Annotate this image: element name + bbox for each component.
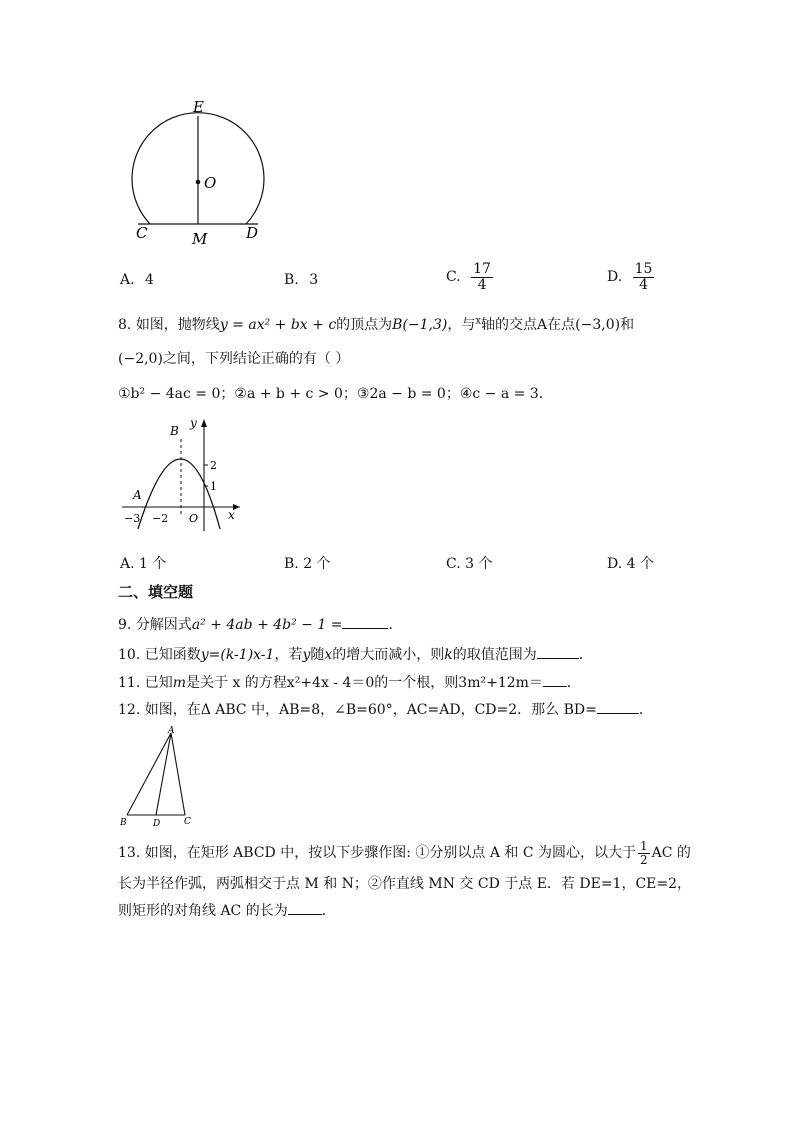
q11-text: 是关于 x 的方程	[186, 675, 287, 691]
option-letter: B.	[284, 272, 299, 288]
section-heading: 二、填空题	[118, 583, 194, 601]
q9-expression: a² + 4ab + 4b² − 1 =	[191, 617, 343, 633]
q9-text: 分解因式	[135, 617, 192, 633]
q10-var-y: y	[302, 647, 311, 663]
q10-text: 的增大而减小，则	[332, 647, 445, 663]
q11-text: 已知	[144, 675, 173, 691]
option-fraction	[471, 262, 493, 292]
q8-label-a: A	[133, 488, 142, 502]
fraction-numerator: 15	[634, 261, 653, 277]
q8-text: 轴的交点A在点	[481, 317, 576, 333]
q8-label-1: 1	[210, 480, 217, 493]
fraction-denominator: 2	[640, 852, 648, 867]
q8-option-c	[446, 553, 492, 573]
q10-text: 随	[310, 647, 325, 663]
q8-label-b: B	[170, 424, 179, 438]
question-number: 11.	[118, 675, 141, 691]
option-value: 3	[309, 272, 319, 288]
q8-option-d	[607, 553, 654, 573]
q8-point-1: (−3,0)	[575, 317, 621, 333]
option-value: 2 个	[303, 556, 331, 572]
q12-line	[118, 699, 653, 719]
q8-figure	[120, 415, 250, 533]
q13-text: 则矩形的对角线 AC 的长为	[118, 903, 288, 919]
q12-side-ab	[127, 733, 171, 815]
q13-text: ．	[321, 903, 336, 919]
q10-text: 的取值范围为	[452, 647, 537, 663]
q8-text: 如图，抛物线	[135, 317, 220, 333]
q8-y-axis-arrow	[201, 419, 207, 427]
question-number: 9.	[118, 617, 132, 633]
q12-label-a: A	[168, 726, 175, 736]
q11-text: 的一个根，则	[374, 675, 459, 691]
q13-line1	[118, 840, 691, 866]
q10-line	[118, 644, 593, 664]
option-fraction	[633, 262, 655, 292]
option-letter: A.	[120, 272, 135, 288]
q7-label-d: D	[246, 224, 259, 242]
q7-option-b	[284, 272, 318, 288]
question-number: 12.	[118, 702, 141, 718]
option-value: 3 个	[465, 556, 493, 572]
q13-text: AC 的	[651, 845, 691, 862]
fraction-numerator: 17	[473, 261, 491, 277]
answer-blank[interactable]	[342, 628, 388, 629]
q11-var-m: m	[172, 675, 186, 691]
q10-function: y=(k-1)x-1	[200, 647, 275, 663]
q12-text: 如图，在Δ ABC 中，AB=8，∠B=60°，AC=AD，CD=2．那么 BD=	[144, 702, 597, 718]
option-value: 4	[145, 272, 154, 288]
q8-label-neg3: −3	[124, 512, 141, 525]
q10-var-k: k	[444, 647, 453, 663]
q8-equation: y = ax² + bx + c	[219, 317, 337, 333]
q8-label-y: y	[190, 416, 197, 430]
option-value: 1 个	[139, 556, 167, 572]
question-number: 10.	[118, 647, 141, 663]
q11-expression: 3m²+12m＝	[458, 675, 543, 691]
q13-text: 如图，在矩形 ABCD 中，按以下步骤作图: ①分别以点 A 和 C 为圆心，以大于	[144, 845, 637, 862]
q8-label-2: 2	[210, 459, 217, 472]
q11-equation: x²+4x - 4＝0	[286, 675, 375, 691]
q7-label-e: E	[193, 98, 204, 116]
q8-line1	[118, 314, 634, 334]
option-letter: C.	[446, 556, 461, 572]
answer-blank[interactable]	[288, 914, 322, 915]
q12-text: ．	[638, 702, 653, 718]
q7-label-o: O	[204, 174, 217, 192]
option-value: 4 个	[626, 556, 654, 572]
q8-point-2: (−2,0)	[118, 351, 163, 367]
q13-line3	[118, 900, 336, 920]
q8-text: 之间，下列结论正确的有（ ）	[162, 351, 350, 367]
q9-text: ．	[388, 617, 403, 633]
q12-side-ac	[171, 733, 185, 815]
q12-segment-ad	[156, 733, 171, 815]
q11-text: ．	[566, 675, 581, 691]
q8-text: 和	[620, 317, 635, 333]
q7-figure	[128, 92, 278, 250]
question-number: 13.	[118, 845, 141, 862]
option-letter: A.	[120, 556, 135, 572]
q8-vertex: B(−1,3)	[392, 317, 448, 333]
q8-parabola	[138, 459, 220, 529]
option-letter: D.	[607, 556, 623, 572]
q7-option-c	[446, 262, 493, 292]
q12-figure	[118, 723, 198, 829]
q7-label-m: M	[192, 230, 208, 248]
q8-text: ，与	[447, 317, 476, 333]
q8-label-neg2: −2	[152, 512, 169, 525]
fraction-denominator: 4	[477, 276, 487, 293]
answer-blank[interactable]	[537, 658, 579, 659]
q10-text: ，若	[274, 647, 303, 663]
option-letter: D.	[607, 269, 623, 286]
q7-center-dot	[196, 180, 201, 185]
q10-text: 已知函数	[144, 647, 201, 663]
q9-line	[118, 614, 402, 634]
q11-line	[118, 672, 581, 692]
q12-label-c: C	[184, 817, 191, 827]
answer-blank[interactable]	[597, 713, 639, 714]
q13-half-fraction	[638, 840, 650, 866]
q7-option-a	[120, 272, 154, 288]
q8-x-small: x	[475, 315, 482, 327]
fraction-numerator: 1	[640, 839, 648, 853]
q7-label-c: C	[136, 224, 148, 242]
q8-option-b	[284, 553, 331, 573]
q10-text: ．	[578, 647, 593, 663]
q8-label-x: x	[228, 508, 235, 522]
q8-conclusions: ①b² − 4ac = 0；②a + b + c > 0；③2a − b = 0；④c − a = 3．	[118, 386, 553, 402]
q8-line2	[118, 348, 349, 368]
q12-label-b: B	[120, 818, 127, 828]
q7-option-d	[607, 262, 654, 292]
option-letter: B.	[284, 556, 299, 572]
fraction-denominator: 4	[639, 276, 649, 293]
q8-text: 的顶点为	[336, 317, 393, 333]
q13-line2: 长为半径作弧，两弧相交于点 M 和 N；②作直线 MN 交 CD 于点 E．若 DE=1，CE=2，	[118, 876, 692, 892]
q8-option-a	[120, 553, 166, 573]
question-number: 8.	[118, 317, 132, 333]
q10-var-x: x	[324, 647, 333, 663]
option-letter: C.	[446, 269, 461, 286]
answer-blank[interactable]	[543, 686, 567, 687]
q8-label-o: O	[189, 512, 199, 525]
q12-label-d: D	[153, 819, 161, 829]
